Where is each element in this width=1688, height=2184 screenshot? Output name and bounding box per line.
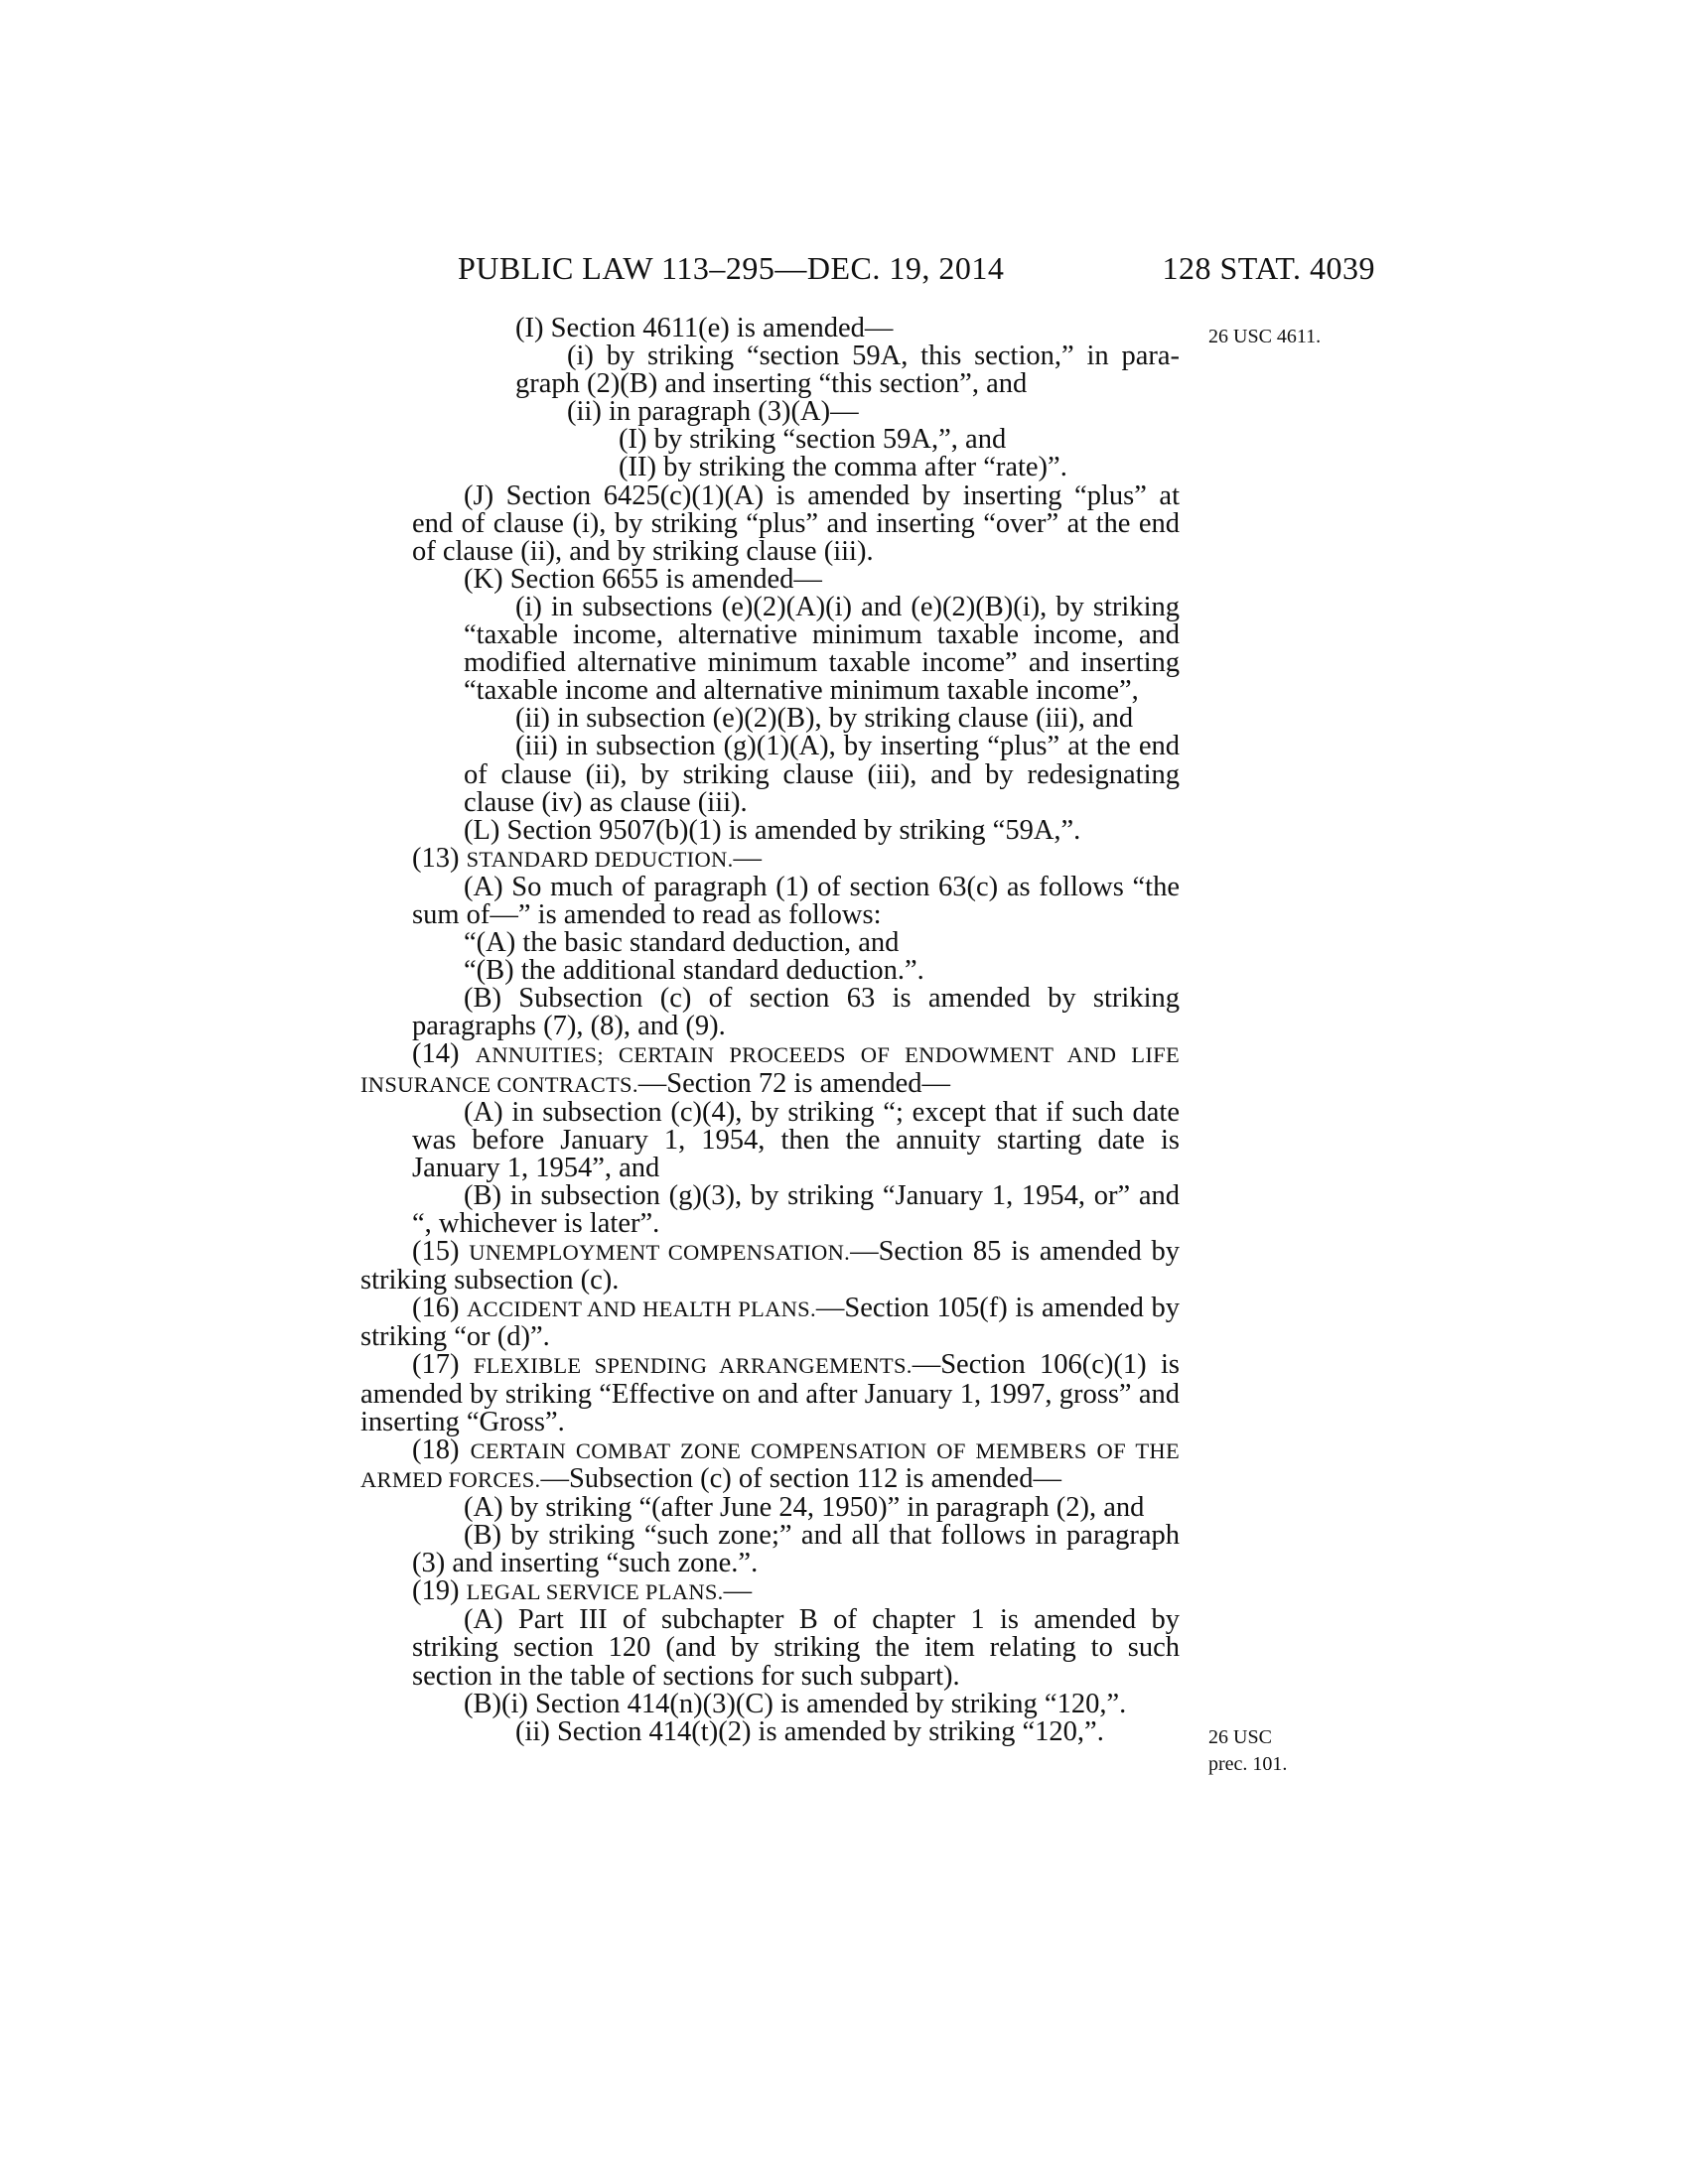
- paragraph-number: (13): [412, 842, 460, 874]
- clause-k-i: (i) in subsections (e)(2)(A)(i) and (e)(2)(B)(i), by striking “taxable income, alternative minimum taxable income, and modified alternative minimum taxable income” and inserting “taxable income and alternative minimum taxable income”,: [464, 591, 1180, 707]
- paragraph-15: [360, 1238, 1180, 1295]
- paragraph-heading: LEGAL SERVICE PLANS.: [466, 1579, 724, 1605]
- body-text: [360, 315, 1180, 1746]
- paragraph-text: —Subsection (c) of section 112 is amended—: [540, 1462, 1061, 1494]
- paragraph-number: (15): [412, 1236, 460, 1268]
- paragraph-13: [360, 842, 1180, 874]
- clause-ii: (ii) in paragraph (3)(A)—: [567, 396, 859, 428]
- paragraph-number: (14): [412, 1038, 460, 1070]
- subparagraph-14-a: (A) in subsection (c)(4), by striking “; except that if such date was before January 1, 1954, then the annuity starting date is January 1, 1954”, and: [412, 1096, 1180, 1183]
- quoted-subparagraph-a: “(A) the basic standard deduction, and: [464, 927, 900, 959]
- clause-k-iii: (iii) in subsection (g)(1)(A), by inserting “plus” at the end of clause (ii), by striking clause (iii), and by redesignating clause (iv) as clause (iii).: [464, 731, 1180, 818]
- quoted-subparagraph-b: “(B) the additional standard deduction.”.: [464, 955, 924, 987]
- paragraph-heading: CERTAIN COMBAT ZONE COMPENSATION OF MEMBERS OF THE ARMED FORCES.: [360, 1437, 1181, 1492]
- paragraph-16: [360, 1295, 1180, 1351]
- subparagraph-l: (L) Section 9507(b)(1) is amended by striking “59A,”.: [464, 814, 1081, 846]
- paragraph-number: (18): [412, 1433, 460, 1465]
- running-header-title: PUBLIC LAW 113–295—DEC. 19, 2014: [458, 250, 1005, 286]
- paragraph-text: —Section 106(c)(1) is amended by striking “Effective on and after January 1, 1997, gross” and inserting “Gross”.: [360, 1349, 1180, 1437]
- paragraph-number: (16): [412, 1293, 460, 1324]
- subparagraph-i: (I) Section 4611(e) is amended—: [515, 313, 894, 343]
- subparagraph-18-a: (A) by striking “(after June 24, 1950)” in paragraph (2), and: [464, 1491, 1145, 1523]
- subparagraph-k: (K) Section 6655 is amended—: [464, 563, 822, 595]
- margin-citation-prec-101: [1208, 1724, 1287, 1778]
- subparagraph-14-b: (B) in subsection (g)(3), by striking “January 1, 1954, or” and “, whichever is later”.: [412, 1179, 1180, 1239]
- paragraph-text: —Section 72 is amended—: [637, 1067, 951, 1099]
- subparagraph-19-b-i: (B)(i) Section 414(n)(3)(C) is amended by striking “120,”.: [464, 1688, 1127, 1719]
- paragraph-19: [360, 1577, 1180, 1606]
- paragraph-heading: ACCIDENT AND HEALTH PLANS.: [467, 1297, 816, 1322]
- paragraph-text: —Section 105(f) is amended by striking “or (d)”.: [360, 1293, 1180, 1353]
- running-header-stat: 128 STAT. 4039: [1162, 250, 1375, 286]
- subclause-ii: (II) by striking the comma after “rate)”.: [619, 452, 1067, 483]
- clause-19-b-ii: (ii) Section 414(t)(2) is amended by striking “120,”.: [515, 1715, 1104, 1747]
- subparagraph-18-b: (B) by striking “such zone;” and all that follows in paragraph (3) and inserting “such zone.”.: [412, 1520, 1180, 1579]
- subparagraph-j: (J) Section 6425(c)(1)(A) is amended by inserting “plus” at end of clause (i), by striking “plus” and inserting “over” at the end of clause (ii), and by striking clause (iii).: [412, 479, 1180, 567]
- paragraph-text: —: [733, 842, 762, 874]
- paragraph-17: [360, 1351, 1180, 1435]
- paragraph-number: (17): [412, 1349, 460, 1381]
- subparagraph-13-b: (B) Subsection (c) of section 63 is amended by striking paragraphs (7), (8), and (9).: [412, 983, 1180, 1042]
- clause-k-ii: (ii) in subsection (e)(2)(B), by striking clause (iii), and: [515, 703, 1134, 735]
- paragraph-heading: STANDARD DEDUCTION.: [466, 846, 734, 872]
- subparagraph-19-a: (A) Part III of subchapter B of chapter 1 is amended by striking section 120 (and by striking the item relating to such section in the table of sections for such subpart).: [412, 1604, 1180, 1692]
- paragraph-number: (19): [412, 1575, 460, 1607]
- paragraph-heading: UNEMPLOYMENT COMPENSATION.: [469, 1240, 851, 1266]
- margin-citation-4611: 26 USC 4611.: [1208, 326, 1322, 347]
- paragraph-text: —: [723, 1575, 753, 1607]
- subclause-i: (I) by striking “section 59A,”, and: [619, 424, 1007, 456]
- paragraph-heading: ANNUITIES; CERTAIN PROCEEDS OF ENDOWMENT AND LIFE INSURANCE CONTRACTS.: [360, 1042, 1181, 1097]
- margin-citation-line: prec. 101.: [1208, 1753, 1288, 1775]
- margin-citation-line: 26 USC: [1208, 1726, 1272, 1748]
- paragraph-heading: FLEXIBLE SPENDING ARRANGEMENTS.: [473, 1353, 913, 1379]
- subparagraph-13-a: (A) So much of paragraph (1) of section 63(c) as follows “the sum of—” is amended to read as follows:: [412, 871, 1180, 930]
- clause-i: (i) by striking “section 59A, this section,” in para- graph (2)(B) and inserting “this section”, and: [515, 341, 1180, 400]
- paragraph-14: [360, 1040, 1180, 1098]
- paragraph-18: [360, 1433, 1181, 1494]
- paragraph-text: —Section 85 is amended by striking subsection (c).: [360, 1236, 1180, 1297]
